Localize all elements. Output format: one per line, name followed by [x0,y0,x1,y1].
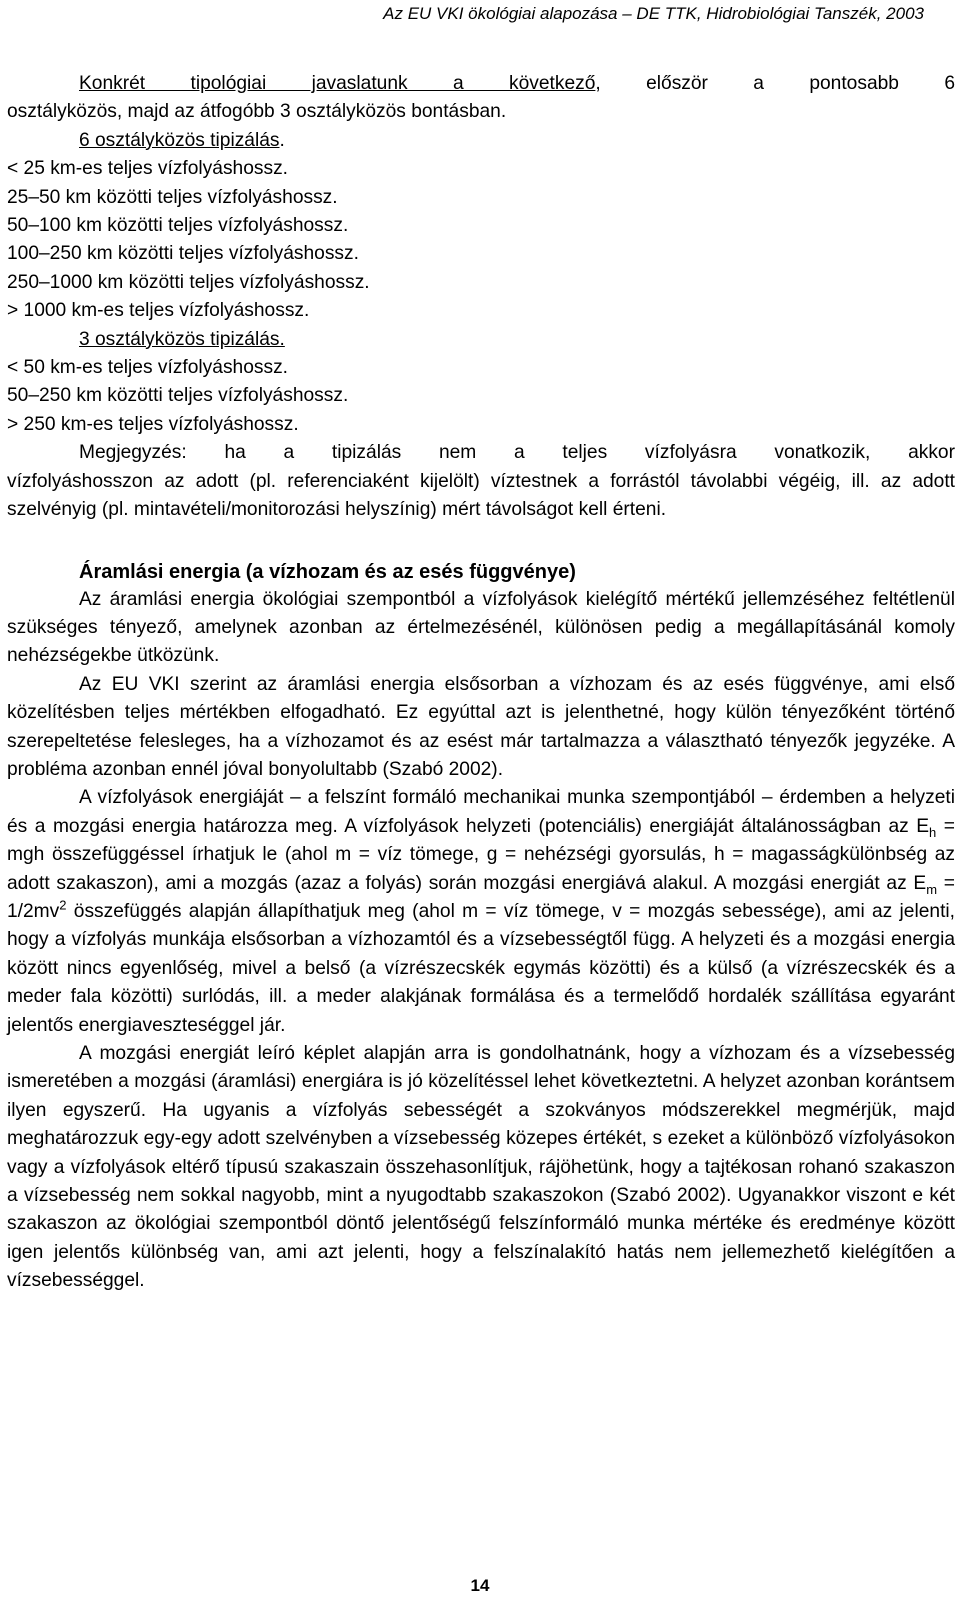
six-class-item: 25–50 km közötti teljes vízfolyáshossz. [7,186,338,208]
section-paragraph-4: A mozgási energiát leíró képlet alapján arra is gondolhatnánk, hogy a vízhozam és a vízsebesség ismeretében a mozgási (áramlási) energiára is jó közelítéssel lehet következtetni. A helyzet azonban korántsem ilyen egyszerű. Ha ugyanis a vízfolyás sebességét a szokványos módszerekkel megmérjük, majd meghatározzuk egy-egy adott szelvényben a vízsebesség közepes értékét, s ezeket a különböző vízfolyásokon vagy a vízfolyások eltérő típusú szakaszain összehasonlítjuk, rájöhetünk, hogy a tajtékosan rohanó szakaszon a vízsebesség nem sokkal nagyobb, mint a nyugodtabb szakaszokon (Szabó 2002). Ugyanakkor viszont e két szakaszon az ökológiai szempontból döntő jelentőségű felszínformáló munka mértéke és eredménye között igen jelentős különbség van, ami azt jelenti, hogy a felszínalakító hatás nem jellemezhető kielégítően a vízsebességgel. [7,1043,955,1292]
three-class-item: < 50 km-es teljes vízfolyáshossz. [7,357,288,379]
six-class-item: 250–1000 km közötti teljes vízfolyáshossz. [7,271,370,293]
page-body [7,70,955,1296]
section-paragraph-3 [7,784,955,1040]
note-line-1: Megjegyzés: ha a tipizálás nem a teljes vízfolyásra vonatkozik, akkor [79,442,955,464]
section-paragraph-2: Az EU VKI szerint az áramlási energia elsősorban a vízhozam és az esés függvénye, ami első közelítésben teljes mértékben elfogadható. Ez egyúttal azt is jelenthetné, hogy külön tényezőként történő szerepeltetése felesleges, ha a vízhozamot és az esést már tartalmazza a választható tényezők jegyzéke. A probléma azonban ennél jóval bonyolultabb (Szabó 2002). [7,673,955,780]
section-paragraph-1: Az áramlási energia ökológiai szempontból a vízfolyások kielégítő mértékű jellemzéséhez feltétlenül szükséges tényező, amelynek azonban az értelmezésénél, különösen pedig a megállapításánál komoly nehézségekbe ütközünk. [7,588,955,667]
p3-superscript-2: 2 [59,897,67,913]
page-number: 14 [470,1576,490,1595]
six-class-item: > 1000 km-es teljes vízfolyáshossz. [7,300,310,322]
note-body: vízfolyáshosszon az adott (pl. referenciaként kijelölt) víztestnek a forrástól távolabbi végéig, ill. az adott szelvényig (pl. mintavételi/monitorozási helyszínig) mért távolságot kell érteni. [7,470,955,521]
six-class-item: 100–250 km közötti teljes vízfolyáshossz. [7,243,359,265]
six-class-title [7,127,955,155]
six-class-item: < 25 km-es teljes vízfolyáshossz. [7,158,288,180]
three-class-item: > 250 km-es teljes vízfolyáshossz. [7,413,299,435]
p3-text-c: = 1/2mv [7,872,955,922]
p3-text-b: = mgh összefüggéssel írhatjuk le (ahol m = víz tömege, g = nehézségi gyorsulás, h = magasságkülönbség az adott szakaszon), ami a mozgás (azaz a folyás) során mozgási energiává alakul. A mozgási energiát az E [7,815,955,894]
intro-line-1 [7,70,955,98]
intro-lead-underlined: Konkrét tipológiai javaslatunk a következő [79,73,596,94]
six-class-title-text: 6 osztályközös tipizálás [79,129,280,151]
p3-text-d: összefüggés alapján állapíthatjuk meg (ahol m = víz tömege, v = mozgás sebessége), ami az jelenti, hogy a vízfolyás munkája elsősorban a vízhozamtól és a vízsebességtől függ. A helyzeti és a mozgási energia között nincs egyenlőség, mivel a belső (a vízrészecskék egymás közötti) és a külső (a vízrészecskék és a meder fala közötti) surlódás, ill. a meder alakjának formálása és a termelődő hordalék szállítása egyaránt jelentős energiaveszteséggel jár. [7,900,955,1036]
three-class-title [7,326,955,354]
p3-subscript-m: m [926,881,938,897]
p3-text-a: A vízfolyások energiáját – a felszínt formáló mechanikai munka szempontjából – érdemben a helyzeti és a mozgási energia határozza meg. A vízfolyások helyzeti (potenciális) energiáját általánosságban az E [7,787,955,837]
section-heading: Áramlási energia (a vízhozam és az esés függvénye) [79,560,576,583]
three-class-item: 50–250 km közötti teljes vízfolyáshossz. [7,385,349,407]
six-class-item: 50–100 km közötti teljes vízfolyáshossz. [7,215,349,237]
running-header: Az EU VKI ökológiai alapozása – DE TTK, Hidrobiológiai Tanszék, 2003 [383,4,924,23]
intro-line-2: osztályközös, majd az átfogóbb 3 osztályközös bontásban. [7,101,507,123]
p3-subscript-h: h [929,824,937,840]
six-class-title-period: . [279,129,285,151]
intro-lead-rest: , először a pontosabb 6 [595,73,955,94]
three-class-title-text: 3 osztályközös tipizálás. [79,328,285,350]
